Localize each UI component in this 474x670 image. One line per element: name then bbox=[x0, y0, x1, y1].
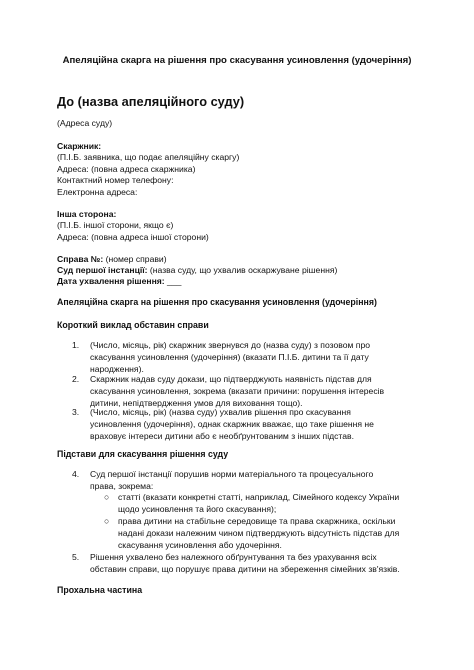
case-number-line bbox=[57, 254, 167, 265]
section-title: Апеляційна скарга на рішення про скасування усиновлення (удочеріння) bbox=[57, 297, 377, 307]
bullet-2-marker: ○ bbox=[104, 516, 110, 526]
case-number-value: (номер справи) bbox=[103, 254, 167, 264]
first-instance-court-line bbox=[57, 265, 337, 276]
fact-3-text: (Число, місяць, рік) (назва суду) ухвалив рішення про скасування усиновлення (удочеріння), однак скаржник вважає, що таке рішення не враховує інтереси дитини або є необґрунтованим з інших підстав. bbox=[90, 407, 374, 441]
grounds-heading: Підстави для скасування рішення суду bbox=[57, 449, 229, 459]
appellant-email: Електронна адреса: bbox=[57, 187, 138, 197]
fact-1-text: (Число, місяць, рік) скаржник звернувся до (назва суду) з позовом про скасування усиновлення (удочеріння) (вказати П.І.Б. дитини та її дату народження). bbox=[90, 340, 371, 374]
ground-4-number: 4. bbox=[72, 469, 80, 479]
decision-date-line bbox=[57, 276, 181, 287]
appellant-name: (П.І.Б. заявника, що подає апеляційну скаргу) bbox=[57, 152, 240, 162]
court-address: (Адреса суду) bbox=[57, 118, 113, 128]
facts-heading: Короткий виклад обставин справи bbox=[57, 320, 209, 330]
fact-3-number: 3. bbox=[72, 407, 80, 417]
document-title: Апеляційна скарга на рішення про скасування усиновлення (удочеріння) bbox=[62, 55, 412, 66]
court-name: До (назва апеляційного суду) bbox=[57, 94, 245, 109]
prayer-heading: Прохальна частина bbox=[57, 585, 143, 595]
other-party-heading: Інша сторона: bbox=[57, 209, 117, 219]
other-party-name: (П.І.Б. іншої сторони, якщо є) bbox=[57, 220, 174, 230]
ground-4-text: Суд першої інстанції порушив норми матеріального та процесуального права, зокрема: bbox=[90, 469, 374, 491]
fact-2-text: Скаржник надав суду докази, що підтверджують наявність підстав для скасування усиновлення, зокрема (вказати причини: порушення інтересів дитини, непідтвердження умов для виховання тощо). bbox=[90, 374, 385, 408]
first-instance-court-label: Суд першої інстанції: bbox=[57, 265, 148, 275]
decision-date-label: Дата ухвалення рішення: bbox=[57, 276, 165, 286]
fact-2-number: 2. bbox=[72, 374, 80, 384]
appellant-phone: Контактний номер телефону: bbox=[57, 175, 174, 185]
ground-5-number: 5. bbox=[72, 552, 80, 562]
bullet-2-text: права дитини на стабільне середовище та права скаржника, оскільки надані докази належним чином підтверджують відсутність підстав для скасування усиновлення або удочеріння. bbox=[118, 516, 400, 550]
other-party-address: Адреса: (повна адреса іншої сторони) bbox=[57, 232, 209, 242]
appellant-address: Адреса: (повна адреса скаржника) bbox=[57, 164, 196, 174]
bullet-1-text: статті (вказати конкретні статті, наприклад, Сімейного кодексу України щодо усиновлення та його скасування); bbox=[118, 492, 400, 514]
bullet-1-marker: ○ bbox=[104, 492, 110, 502]
decision-date-value: ___ bbox=[164, 276, 182, 286]
first-instance-court-value: (назва суду, що ухвалив оскаржуване рішення) bbox=[147, 265, 338, 275]
ground-5-text: Рішення ухвалено без належного обґрунтування та без урахування всіх обставин справи, що порушує права дитини на збереження сімейних зв'язків. bbox=[90, 552, 400, 574]
appellant-heading: Скаржник: bbox=[57, 141, 102, 151]
case-number-label: Справа №: bbox=[57, 254, 104, 264]
fact-1-number: 1. bbox=[72, 340, 80, 350]
